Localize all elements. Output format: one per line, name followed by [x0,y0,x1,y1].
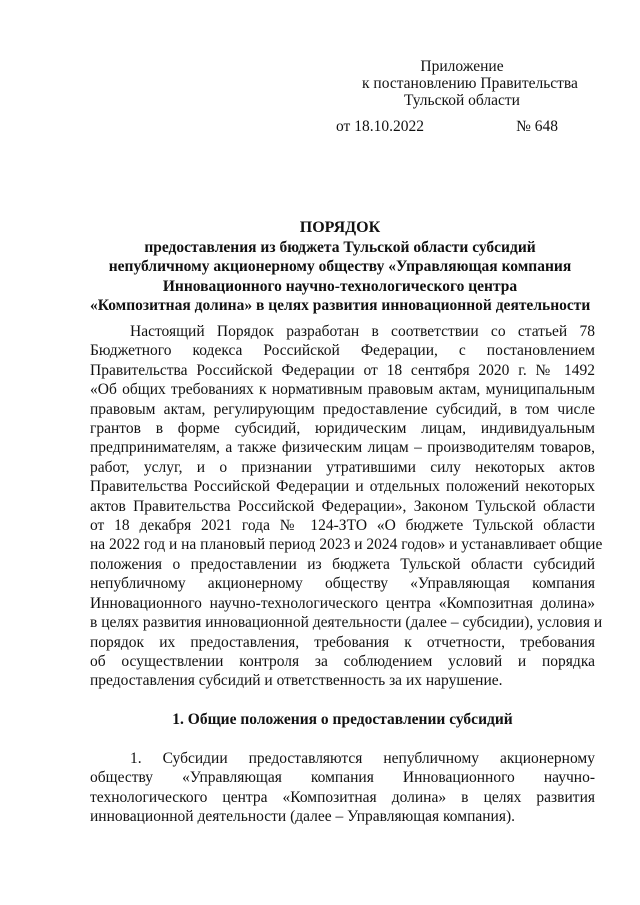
paragraph-line: положения о предоставлении из бюджета Тульской области субсидий [90,555,595,573]
decree-date: от 18.10.2022 [336,118,424,135]
paragraph-line: предпринимателям, а также физическим лицам – производителям товаров, [90,439,595,457]
paragraph-line: от 18 декабря 2021 года № 124-ЗТО «О бюджете Тульской области [90,517,595,535]
paragraph-line: об осуществлении контроля за соблюдением условий и порядка [90,652,595,670]
section-1-heading: 1. Общие положения о предоставлении субсидий [172,711,513,728]
paragraph-line: в целях развития инновационной деятельности (далее – субсидии), условия и [90,614,603,632]
title-line: предоставления из бюджета Тульской области субсидий [144,238,536,256]
paragraph-line: непубличному акционерному обществу «Управляющая компания [90,575,595,593]
decree-number: № 648 [516,118,558,135]
appendix-block [362,58,578,109]
appendix-line-2: к постановлению Правительства [362,75,578,92]
section-1-paragraph [90,749,595,827]
paragraph-line: грантов в форме субсидий, юридическим лицам, индивидуальным [90,420,595,438]
paragraph-line: Инновационного научно-технологического центра «Композитная долина» [90,594,595,612]
paragraph-line: технологического центра «Композитная долина» в целях развития [90,788,595,806]
document-title [90,218,590,316]
paragraph-line: актов Правительства Российской Федерации», Законом Тульской области [90,497,595,515]
appendix-line-3: Тульской области [404,92,520,109]
appendix-line-1: Приложение [420,58,504,75]
title-line: Инновационного научно-технологического центра [162,277,518,295]
title-line: непубличному акционерному обществу «Управляющая компания [108,258,572,275]
paragraph-line: Правительства Российской Федерации от 18 сентября 2020 г. № 1492 [90,361,595,379]
title-line: «Композитная долина» в целях развития инновационной деятельности [90,297,591,314]
paragraph-line: «Об общих требованиях к нормативным правовым актам, муниципальным [90,381,595,399]
paragraph-line: правовым актам, регулирующим предоставление субсидий, в том числе [90,400,595,418]
paragraph-line: Бюджетного кодекса Российской Федерации, с постановлением [90,342,595,360]
paragraph-line: инновационной деятельности (далее – Управляющая компания). [90,808,515,826]
paragraph-line: предоставления субсидий и ответственность за их нарушение. [90,672,503,690]
decree-date-number [336,118,558,135]
paragraph-line: Правительства Российской Федерации и отдельных положений некоторых [90,478,595,496]
paragraph-line: порядок их предоставления, требования к отчетности, требования [90,633,595,651]
paragraph-line: работ, услуг, и о признании утратившими силу некоторых актов [90,458,595,476]
paragraph-line: Настоящий Порядок разработан в соответствии со статьей 78 [130,323,595,340]
paragraph-line: 1. Субсидии предоставляются непубличному акционерному [130,750,595,767]
paragraph-line: на 2022 год и на плановый период 2023 и 2024 годов» и устанавливает общие [90,536,603,554]
paragraph-line: обществу «Управляющая компания Инновационного научно- [90,769,595,787]
intro-paragraph [90,322,603,691]
title-main: ПОРЯДОК [299,219,381,236]
